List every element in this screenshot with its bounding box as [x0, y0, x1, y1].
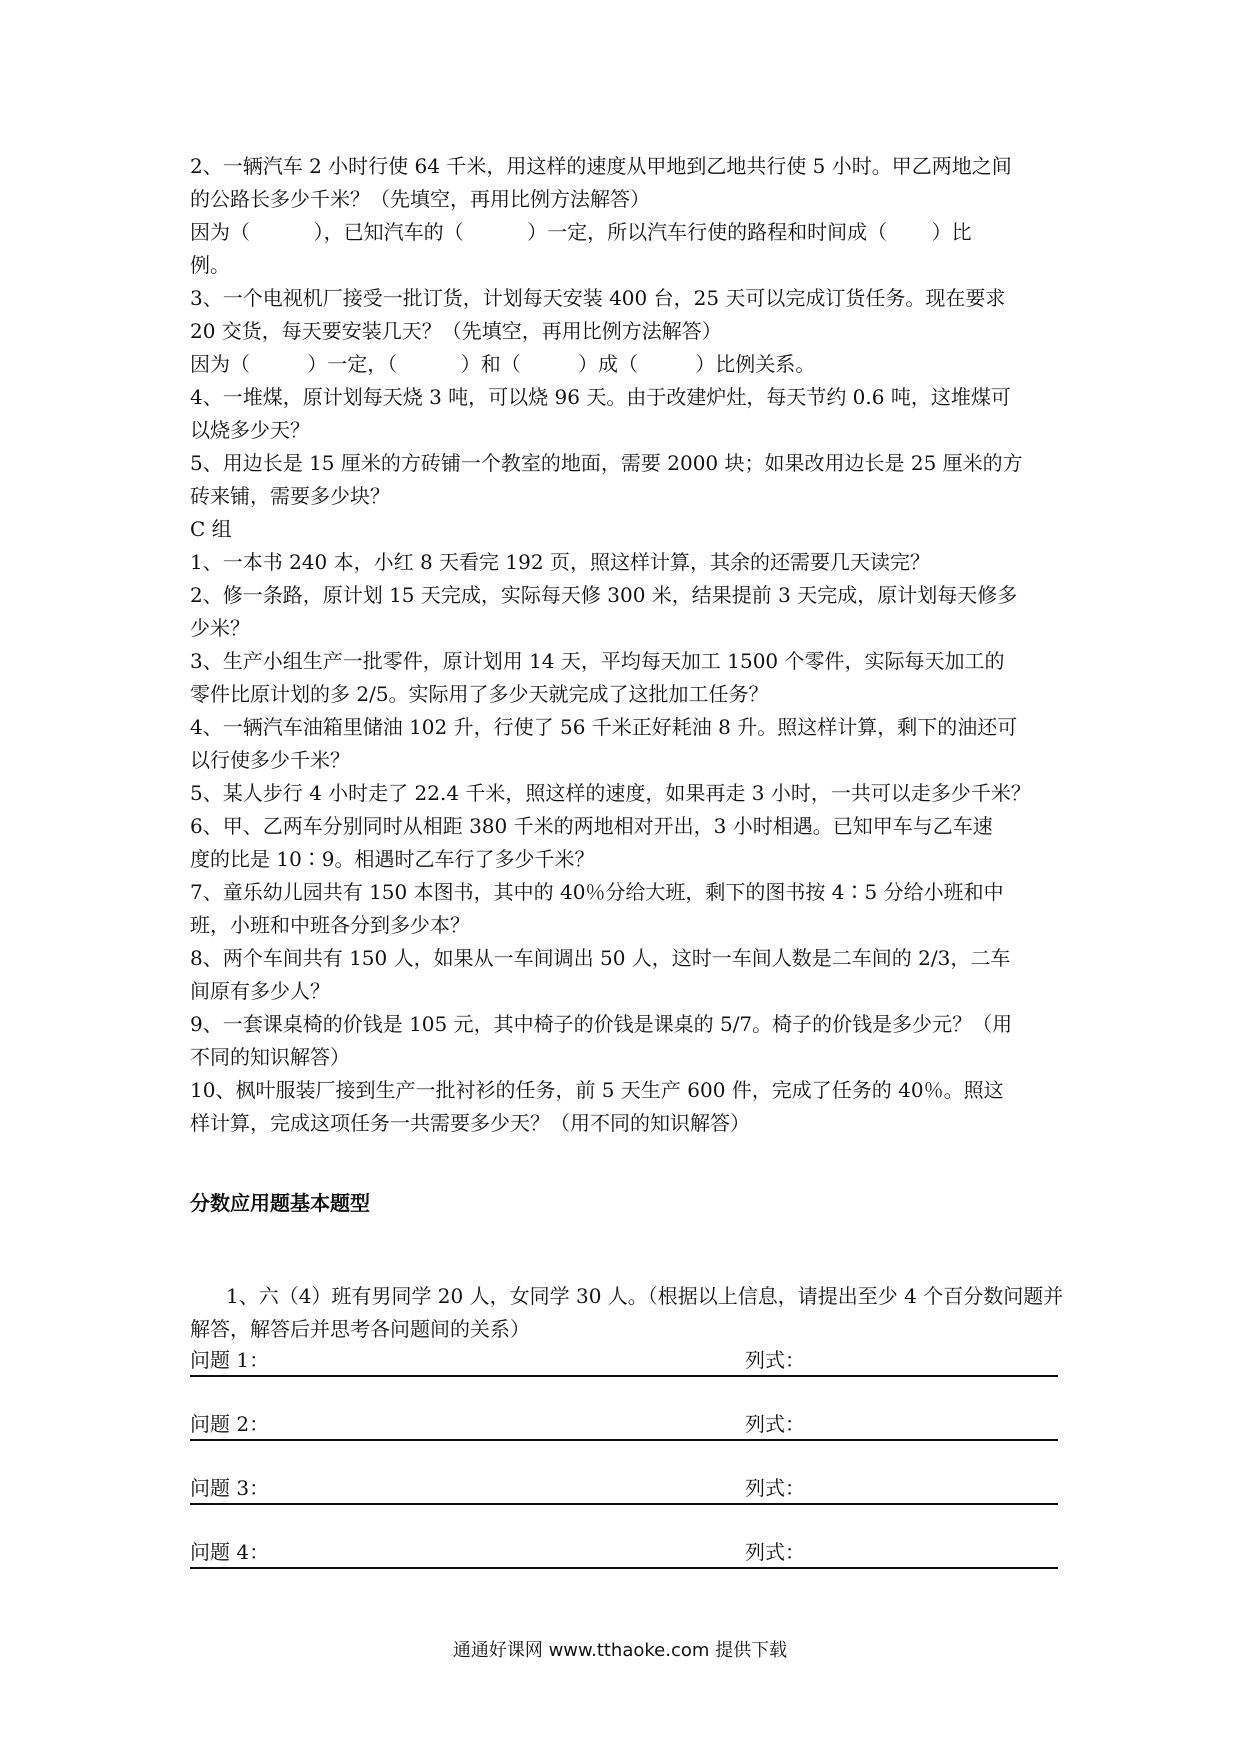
problem-line: 因为（ ），已知汽车的（ ）一定，所以汽车行使的路程和时间成（ ）比: [190, 220, 972, 244]
problem-line: 以行使多少千米？: [190, 748, 350, 772]
problem-line: 的公路长多少千米？（先填空，再用比例方法解答）: [190, 187, 650, 211]
group-c-heading: C 组: [190, 517, 232, 541]
problem-line: 5、某人步行 4 小时走了 22.4 千米，照这样的速度，如果再走 3 小时，一共可以走多少千米？: [190, 781, 1031, 805]
problem-line: 1、一本书 240 本，小红 8 天看完 192 页，照这样计算，其余的还需要几天读完？: [190, 550, 930, 574]
problem-line: 9、一套课桌椅的价钱是 105 元，其中椅子的价钱是课桌的 5/7。椅子的价钱是多少元？（用: [190, 1012, 1013, 1036]
problem-line: 零件比原计划的多 2/5。实际用了多少天就完成了这批加工任务？: [190, 682, 769, 706]
question-label: 问题 4：: [190, 1540, 270, 1564]
problem-line: 以烧多少天？: [190, 418, 310, 442]
formula-label: 列式：: [745, 1476, 805, 1500]
formula-label: 列式：: [745, 1348, 805, 1372]
question-label: 问题 2：: [190, 1412, 270, 1436]
problem-line: 因为（ ）一定，（ ）和（ ）成（ ）比例关系。: [190, 352, 816, 376]
question-label: 问题 1：: [190, 1348, 270, 1372]
problem-line: 5、用边长是 15 厘米的方砖铺一个教室的地面，需要 2000 块；如果改用边长是 25 厘米的方: [190, 451, 1023, 475]
problem-line: 7、童乐幼儿园共有 150 本图书，其中的 40％分给大班，剩下的图书按 4∶5 分给小班和中: [190, 880, 1004, 904]
problem-line: 样计算，完成这项任务一共需要多少天？（用不同的知识解答）: [190, 1111, 750, 1135]
section-c-problems: [190, 546, 1070, 1140]
footer-text: 通通好课网 www.tthaoke.com 提供下载: [452, 1640, 788, 1661]
problem-line: 8、两个车间共有 150 人，如果从一车间调出 50 人，这时一车间人数是二车间的 2/3，二车: [190, 946, 1011, 970]
section-title: 分数应用题基本题型: [190, 1191, 370, 1215]
problem-line: 度的比是 10∶9。相遇时乙车行了多少千米？: [190, 847, 595, 871]
problem-line: 6、甲、乙两车分别同时从相距 380 千米的两地相对开出，3 小时相遇。已知甲车与乙车速: [190, 814, 993, 838]
problem-line: 间原有多少人？: [190, 979, 330, 1003]
problem-line: 4、一辆汽车油箱里储油 102 升，行使了 56 千米正好耗油 8 升。照这样计算，剩下的油还可: [190, 715, 1018, 739]
problem-line: 3、一个电视机厂接受一批订货，计划每天安装 400 台，25 天可以完成订货任务。现在要求: [190, 286, 1006, 310]
section-b-problems: [190, 150, 1070, 513]
problem-line: 例。: [190, 253, 230, 277]
intro-text: 1、六（4）班有男同学 20 人，女同学 30 人。（根据以上信息，请提出至少 4 个百分数问题并解答，解答后并思考各问题间的关系）: [190, 1284, 1064, 1341]
formula-label: 列式：: [745, 1412, 805, 1436]
intro-paragraph: [190, 1280, 1070, 1346]
problem-line: 班，小班和中班各分到多少本？: [190, 913, 470, 937]
answer-rows: [190, 1345, 1058, 1601]
problem-line: 10、枫叶服装厂接到生产一批衬衫的任务，前 5 天生产 600 件，完成了任务的 40％。照这: [190, 1078, 1004, 1102]
problem-line: 20 交货，每天要安装几天？（先填空，再用比例方法解答）: [190, 319, 722, 343]
problem-line: 2、修一条路，原计划 15 天完成，实际每天修 300 米，结果提前 3 天完成，原计划每天修多: [190, 583, 1018, 607]
answer-row[interactable]: [190, 1345, 1058, 1377]
answer-row[interactable]: [190, 1409, 1058, 1441]
formula-label: 列式：: [745, 1540, 805, 1564]
question-label: 问题 3：: [190, 1476, 270, 1500]
problem-line: 2、一辆汽车 2 小时行使 64 千米，用这样的速度从甲地到乙地共行使 5 小时。甲乙两地之间: [190, 154, 1012, 178]
problem-line: 不同的知识解答）: [190, 1045, 350, 1069]
problem-line: 砖来铺，需要多少块？: [190, 484, 390, 508]
worksheet-body: [190, 150, 1070, 1140]
problem-line: 少米？: [190, 616, 250, 640]
problem-line: 4、一堆煤，原计划每天烧 3 吨，可以烧 96 天。由于改建炉灶，每天节约 0.6 吨，这堆煤可: [190, 385, 1011, 409]
answer-row[interactable]: [190, 1473, 1058, 1505]
answer-row[interactable]: [190, 1537, 1058, 1569]
problem-line: 3、生产小组生产一批零件，原计划用 14 天，平均每天加工 1500 个零件，实际每天加工的: [190, 649, 1005, 673]
